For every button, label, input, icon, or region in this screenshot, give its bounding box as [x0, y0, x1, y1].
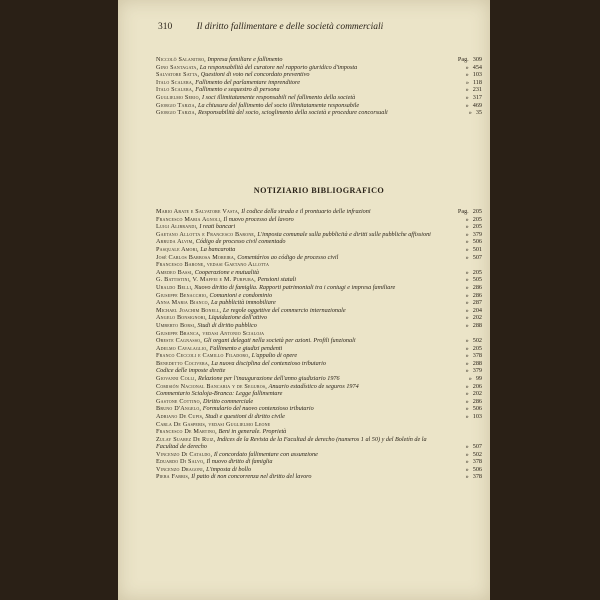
book-page: [118, 0, 490, 600]
entry-page-number: 506: [472, 465, 482, 473]
entry-page-prefix: »: [465, 397, 469, 405]
entry-page-ref: [444, 405, 482, 412]
entry-page-ref: [444, 398, 482, 405]
entry-page-number: 205: [472, 344, 482, 352]
list-item: [156, 86, 482, 93]
entry-title: La nuova disciplina del contenzioso tributario: [211, 359, 326, 367]
entry-page-number: 231: [472, 86, 482, 94]
entry-author: Carla De Gasperis, vedasi Guglielmo Leone: [156, 420, 271, 428]
entry-page-number: 288: [472, 359, 482, 367]
entry-page-prefix: »: [465, 238, 469, 246]
list-item: [156, 367, 482, 374]
entry-author: Vincenzo Di Cataldo,: [156, 450, 213, 458]
page-number: 310: [158, 22, 173, 32]
entry-page-prefix: »: [465, 458, 469, 466]
entry-page-ref: [444, 216, 482, 223]
entry-title: I reati bancari: [199, 223, 236, 231]
entry-page-number: 204: [472, 306, 482, 314]
entry-page-prefix: Pag.: [457, 208, 469, 215]
entry-page-ref: [444, 208, 482, 215]
entry-page-prefix: »: [465, 78, 469, 86]
entry-title: Responsabilità del socio, scioglimento della società e procedure concorsuali: [198, 109, 388, 117]
entry-author: G. Battistini, V. Maffei e M. Purpura,: [156, 276, 256, 284]
list-item: [156, 109, 482, 116]
entry-title: Studi di diritto pubblico: [197, 321, 257, 329]
entry-author: Eduardo Di Salvo,: [156, 458, 205, 466]
entry-page-number: 35: [475, 109, 482, 117]
entry-page-ref: [444, 284, 482, 291]
entry-title: L'imposta di bollo: [206, 465, 252, 473]
entry-author: Franco Ceccoli e Camillo Filadoro,: [156, 352, 251, 360]
entry-author: Salvatore Satta,: [156, 71, 200, 79]
entry-author: Michael Joachim Bonell,: [156, 306, 222, 314]
entry-title: Questioni di voto nel concordato preventivo: [200, 71, 310, 79]
entry-title: La responsabilità del curatore nel rapporto giuridico d'imposta: [199, 63, 358, 71]
entry-title: Il codice della strada e il prontuario delle infrazioni: [241, 208, 371, 215]
entry-page-ref: [444, 276, 482, 283]
entry-author: Niccolò Salanitro,: [156, 56, 206, 63]
entry-page-ref: [444, 299, 482, 306]
entry-page-prefix: »: [465, 337, 469, 345]
list-item: [156, 246, 482, 253]
entry-page-prefix: »: [465, 413, 469, 421]
entry-page-prefix: »: [465, 352, 469, 360]
list-item: [156, 398, 482, 405]
entry-author: Guglielmo Serio,: [156, 93, 201, 101]
entry-author: Adriano De Cupis,: [156, 413, 204, 421]
list-item: [156, 421, 482, 428]
entry-title: L'appalto di opere: [251, 352, 298, 360]
entry-page-ref: [444, 231, 482, 238]
entry-title: Fallimento e sequestro di persona: [195, 86, 280, 94]
entry-page-number: 309: [472, 56, 482, 63]
list-item: [156, 322, 482, 329]
list-item: [156, 375, 482, 382]
entry-page-prefix: »: [465, 344, 469, 352]
entry-author: Giovanni Colli,: [156, 375, 197, 383]
list-item: [156, 71, 482, 78]
entry-page-ref: [444, 337, 482, 344]
list-item: [156, 299, 482, 306]
entry-page-number: 379: [472, 230, 482, 238]
entry-page-number: 378: [472, 458, 482, 466]
entry-page-number: 205: [472, 208, 482, 215]
entry-author: Giorgio Tarzia,: [156, 109, 197, 117]
entry-page-prefix: »: [465, 382, 469, 390]
entry-title: Commentario Scialoja-Branca: Legge fallimentare: [156, 390, 283, 398]
list-item: [156, 216, 482, 223]
list-item: [156, 473, 482, 480]
entry-page-ref: [444, 345, 482, 352]
entry-page-prefix: »: [465, 215, 469, 223]
list-item: [156, 337, 482, 344]
entry-page-ref: [444, 71, 482, 78]
list-item: [156, 307, 482, 314]
entry-page-prefix: »: [465, 63, 469, 71]
entry-page-ref: [444, 383, 482, 390]
entry-page-prefix: »: [465, 291, 469, 299]
entry-page-prefix: »: [465, 314, 469, 322]
list-item: [156, 231, 482, 238]
entry-page-ref: [444, 428, 482, 435]
entry-title: Anuario estadístico de seguros 1974: [268, 382, 359, 390]
entry-page-number: 202: [472, 390, 482, 398]
entry-title: Il nuovo processo del lavoro: [223, 215, 294, 223]
list-item: [156, 451, 482, 458]
list-item: [156, 276, 482, 283]
entry-title: Il patto di non concorrenza nel diritto del lavoro: [191, 473, 312, 481]
entry-page-prefix: »: [465, 321, 469, 329]
entry-title: Pensioni statali: [257, 276, 297, 284]
entry-author: Giorgio Tarzia,: [156, 101, 197, 109]
entry-author: Gino Santagata,: [156, 63, 199, 71]
section-title: NOTIZIARIO BIBLIOGRAFICO: [253, 186, 385, 195]
entry-page-number: 286: [472, 397, 482, 405]
entry-page-ref: [444, 269, 482, 276]
entry-page-ref: [444, 352, 482, 359]
entry-page-prefix: »: [465, 230, 469, 238]
entry-title: Comentários ao código de processo civil: [237, 253, 339, 261]
entry-page-number: 379: [472, 367, 482, 375]
entry-page-prefix: »: [465, 93, 469, 101]
entry-page-ref: [444, 238, 482, 245]
entry-page-ref: [444, 246, 482, 253]
list-item: [156, 330, 482, 337]
entry-page-ref: [444, 458, 482, 465]
entry-title: Fallimento del parlamentare imprenditore: [195, 78, 300, 86]
entry-author: Ubaldo Belli,: [156, 283, 193, 291]
entry-page-number: 287: [472, 299, 482, 307]
list-item: [156, 390, 482, 397]
toc-list: [156, 56, 482, 117]
entry-page-ref: [444, 451, 482, 458]
entry-author: Zulay Suarez De Ruiz,: [156, 435, 216, 443]
running-title: Il diritto fallimentare e delle società commerciali: [196, 22, 384, 32]
entry-page-ref: [444, 109, 482, 116]
entry-page-ref: [444, 322, 482, 329]
entry-page-ref: [444, 390, 482, 397]
entry-page-number: 502: [472, 337, 482, 345]
entry-page-number: 202: [472, 314, 482, 322]
entry-author: Gaetano Allotta e Francesco Barone,: [156, 230, 256, 238]
entry-page-prefix: »: [465, 283, 469, 291]
entry-title: Comunioni e condominio: [209, 291, 273, 299]
list-item: [156, 238, 482, 245]
entry-author: Comisión Nacional Bancaria y de Seguros,: [156, 382, 267, 390]
entry-title: La chiusura del fallimento del socio illimitatamente responsabile: [198, 101, 360, 109]
entry-page-number: 317: [472, 93, 482, 101]
list-item: [156, 352, 482, 359]
entry-page-ref: [444, 254, 482, 261]
entry-page-prefix: »: [468, 109, 472, 117]
entry-page-prefix: »: [465, 223, 469, 231]
entry-page-prefix: »: [465, 299, 469, 307]
entry-page-number: 505: [472, 276, 482, 284]
entry-author: José Carlos Barbosa Moreira,: [156, 253, 236, 261]
entry-title: Codice delle imposte dirette: [156, 367, 226, 375]
entry-page-number: 118: [472, 78, 482, 86]
entry-title: Cooperazione e mutualità: [194, 268, 260, 276]
entry-author: Italo Scalera,: [156, 86, 194, 94]
entry-title: Liquidazione dell'attivo: [208, 314, 267, 322]
entry-author: Benedetto Cocivera,: [156, 359, 210, 367]
entry-page-ref: [444, 292, 482, 299]
entry-title: Gli organi delegati nella società per azioni. Profili funzionali: [203, 337, 356, 345]
entry-page-number: 502: [472, 450, 482, 458]
entry-author: Francesco Barone, vedasi Gaetano Allotta: [156, 261, 270, 269]
entry-page-prefix: »: [465, 71, 469, 79]
entry-page-ref: [444, 443, 482, 450]
bibliography-list: [156, 208, 482, 481]
entry-title: Beni in generale. Proprietà: [218, 428, 287, 436]
entry-title: Código de processo civil comentado: [195, 238, 286, 246]
entry-page-number: 205: [472, 223, 482, 231]
list-item: [156, 413, 482, 420]
list-item: [156, 405, 482, 412]
list-item: [156, 64, 482, 71]
entry-title: Le regole oggettive del commercio internazionale: [222, 306, 346, 314]
entry-page-prefix: »: [465, 359, 469, 367]
entry-page-prefix: »: [465, 473, 469, 481]
entry-author: Francesco Maria Agnoli,: [156, 215, 222, 223]
entry-title: Il nuovo diritto di famiglia: [206, 458, 273, 466]
entry-page-prefix: »: [465, 276, 469, 284]
list-item: [156, 284, 482, 291]
list-item: [156, 94, 482, 101]
entry-page-ref: [444, 413, 482, 420]
entry-title: Fallimento e giudizi pendenti: [209, 344, 283, 352]
list-item: [156, 223, 482, 230]
entry-page-prefix: »: [465, 465, 469, 473]
list-item: [156, 102, 482, 109]
list-item: [156, 428, 482, 435]
entry-title: Impresa familiare e fallimento: [207, 56, 283, 63]
list-item: [156, 436, 482, 450]
entry-title: Diritto commerciale: [203, 397, 254, 405]
entry-page-number: 99: [475, 375, 482, 383]
entry-author: Pasquale Amori,: [156, 245, 199, 253]
entry-page-prefix: »: [465, 306, 469, 314]
list-item: [156, 360, 482, 367]
entry-page-number: 286: [472, 283, 482, 291]
entry-title: I soci illimitatamente responsabili nel fallimento della società: [201, 93, 356, 101]
entry-title: Indices de la Revista de la Facultad de derecho (numeros 1 al 50) y del Boletín de la Facultad de derecho: [156, 435, 427, 451]
entry-author: Amedeo Bassi,: [156, 268, 194, 276]
entry-page-prefix: »: [465, 390, 469, 398]
entry-author: Umberto Borsi,: [156, 321, 196, 329]
entry-page-number: 205: [472, 215, 482, 223]
entry-page-prefix: Pag.: [457, 56, 469, 63]
list-item: [156, 254, 482, 261]
entry-page-ref: [444, 307, 482, 314]
entry-author: Francesco De Martino,: [156, 428, 217, 436]
entry-page-ref: [444, 102, 482, 109]
list-item: [156, 466, 482, 473]
list-item: [156, 314, 482, 321]
entry-author: Luigi Alibrandi,: [156, 223, 198, 231]
list-item: [156, 345, 482, 352]
list-item: [156, 383, 482, 390]
entry-author: Giuseppe Benacchio,: [156, 291, 208, 299]
entry-page-ref: [444, 86, 482, 93]
entry-page-ref: [444, 330, 482, 337]
entry-page-number: 206: [472, 382, 482, 390]
entry-author: Mario Abate e Salvatore Vasta,: [156, 208, 240, 215]
entry-page-number: 501: [472, 245, 482, 253]
entry-page-number: 288: [472, 321, 482, 329]
entry-page-prefix: »: [465, 101, 469, 109]
entry-title: La bancarotta: [200, 245, 236, 253]
entry-page-ref: [444, 360, 482, 367]
entry-page-ref: [444, 261, 482, 268]
entry-author: Arruda Alvim,: [156, 238, 195, 246]
entry-page-ref: [444, 367, 482, 374]
list-item: [156, 208, 482, 215]
entry-page-ref: [444, 64, 482, 71]
entry-title: L'imposta comunale sulla pubblicità e diritti sulle pubbliche affissioni: [257, 230, 431, 238]
entry-page-number: 103: [472, 413, 482, 421]
entry-page-number: 506: [472, 405, 482, 413]
entry-page-ref: [444, 56, 482, 63]
entry-page-prefix: »: [465, 367, 469, 375]
list-item: [156, 292, 482, 299]
list-item: [156, 269, 482, 276]
page-header: [158, 22, 480, 38]
entry-author: Angelo Bonsignori,: [156, 314, 207, 322]
entry-page-number: 205: [472, 268, 482, 276]
entry-page-prefix: »: [468, 375, 472, 383]
entry-page-prefix: »: [465, 405, 469, 413]
entry-title: Studi e questioni di diritto civile: [205, 413, 285, 421]
entry-page-ref: [444, 314, 482, 321]
entry-author: Giuseppe Branca, vedasi Antonio Scialoja: [156, 329, 265, 337]
entry-page-ref: [444, 473, 482, 480]
entry-page-prefix: »: [465, 450, 469, 458]
list-item: [156, 458, 482, 465]
entry-title: Nuovo diritto di famiglia. Rapporti patrimoniali tra i coniugi e impresa familiare: [194, 283, 396, 291]
entry-title: La pubblicità immobiliare: [211, 299, 276, 307]
entry-page-prefix: »: [465, 245, 469, 253]
entry-page-number: 378: [472, 473, 482, 481]
entry-author: Gastone Cottino,: [156, 397, 202, 405]
entry-page-prefix: »: [465, 443, 469, 451]
entry-page-ref: [444, 94, 482, 101]
list-item: [156, 79, 482, 86]
entry-page-number: 286: [472, 291, 482, 299]
entry-author: Bruno D'Angelo,: [156, 405, 202, 413]
entry-title: Formulario del nuovo contenzioso tributario: [202, 405, 314, 413]
entry-page-prefix: »: [465, 86, 469, 94]
entry-page-number: 507: [472, 253, 482, 261]
entry-page-ref: [444, 466, 482, 473]
entry-title: Il concordato fallimentare con assunzione: [213, 450, 318, 458]
entry-author: Anna Maria Bianco,: [156, 299, 210, 307]
entry-page-ref: [444, 375, 482, 382]
list-item: [156, 261, 482, 268]
entry-author: Piera Fabris,: [156, 473, 190, 481]
entry-page-prefix: »: [465, 268, 469, 276]
entry-author: Italo Scalera,: [156, 78, 194, 86]
entry-author: Oreste Cagnasso,: [156, 337, 203, 345]
entry-page-number: 378: [472, 352, 482, 360]
entry-page-ref: [444, 421, 482, 428]
entry-page-number: 454: [472, 63, 482, 71]
entry-page-number: 103: [472, 71, 482, 79]
entry-page-number: 506: [472, 238, 482, 246]
entry-page-number: 469: [472, 101, 482, 109]
list-item: [156, 56, 482, 63]
entry-page-number: 507: [472, 443, 482, 451]
entry-page-ref: [444, 79, 482, 86]
entry-page-ref: [444, 223, 482, 230]
entry-author: Adelmo Cavalaglio,: [156, 344, 209, 352]
entry-page-prefix: »: [465, 253, 469, 261]
entry-author: Vincenzo Dragoni,: [156, 465, 205, 473]
entry-title: Relazione per l'inaugurazione dell'anno giudiziario 1976: [197, 375, 340, 383]
